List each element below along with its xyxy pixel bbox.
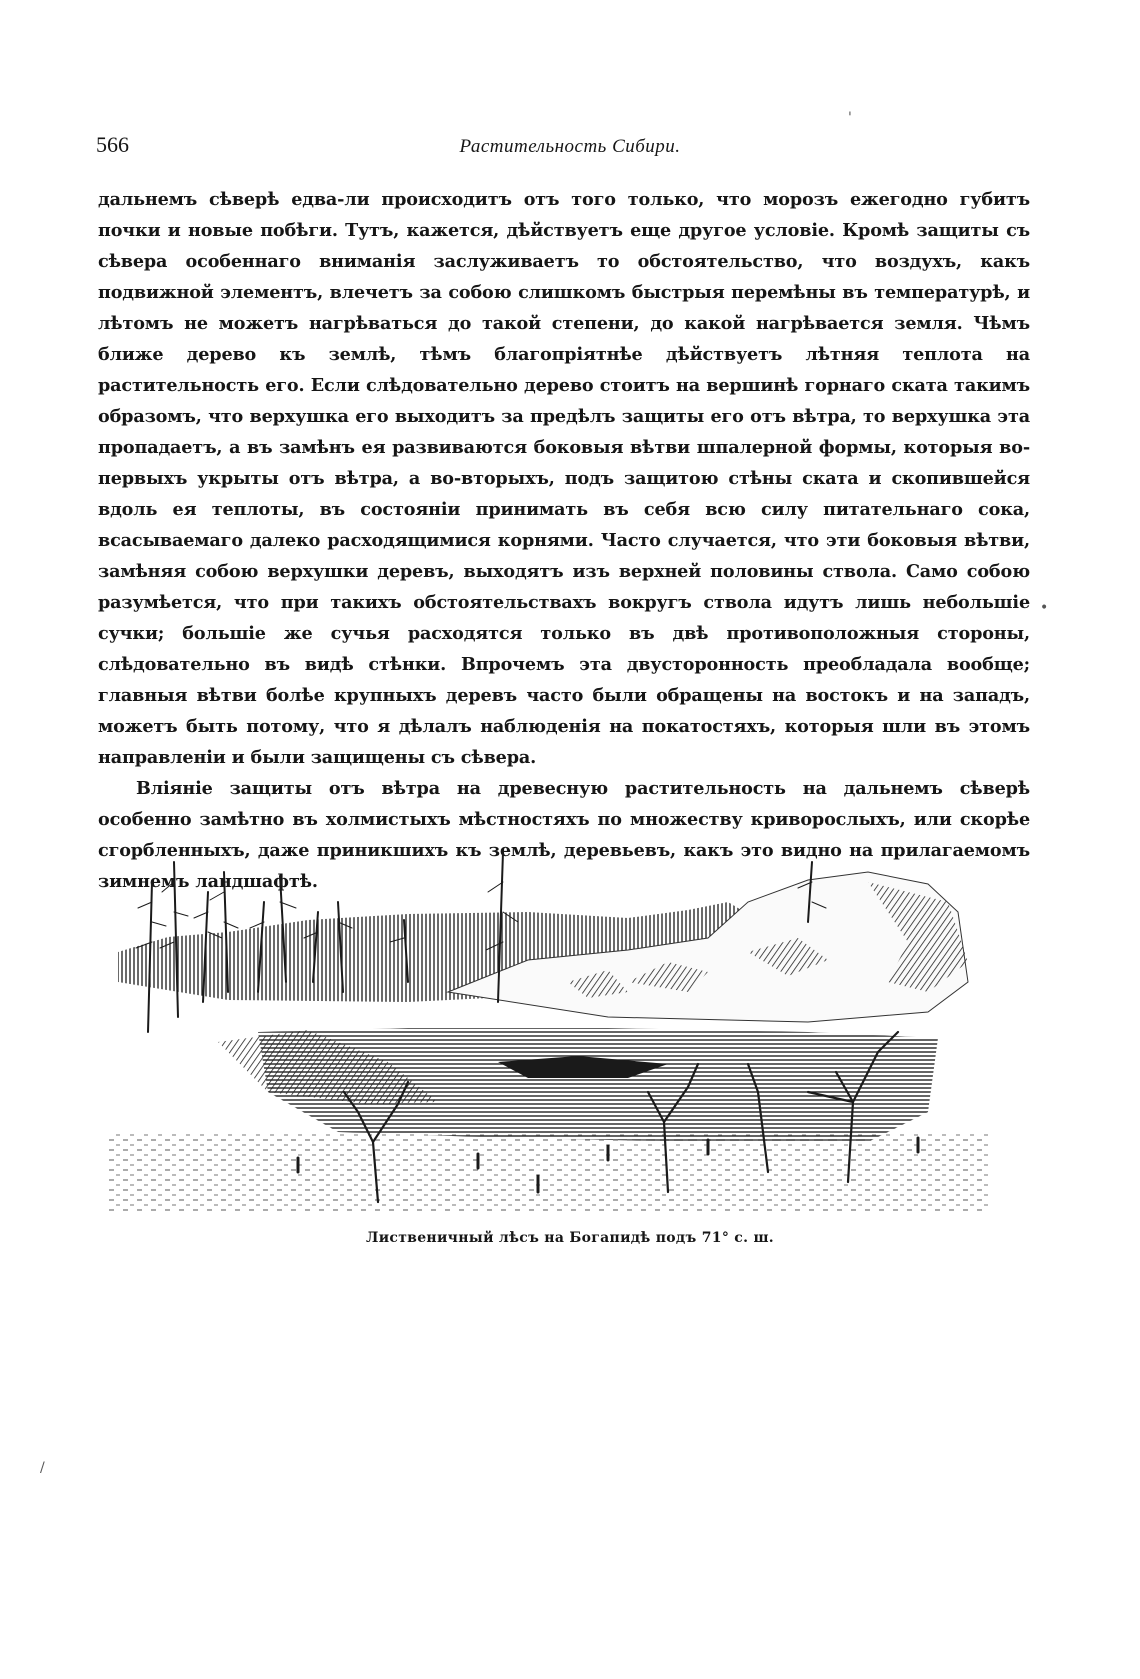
margin-speck: ' [848,110,852,126]
page-number: 566 [96,132,129,157]
margin-speck: • [1040,600,1049,616]
running-head: Растительность Сибири. [459,136,681,157]
paragraph: дальнемъ сѣверѣ едва-ли происходитъ отъ того только, что морозъ ежегодно губитъ почки и новые побѣги. Тутъ, кажется, дѣйствуетъ еще другое условіе. Кромѣ защиты съ сѣвера особеннаго вниманія заслуживаетъ то обстоятельство, что воздухъ, какъ подвижной элементъ, влечетъ за собою слишкомъ быстрыя перемѣны въ температурѣ, и лѣтомъ не можетъ нагрѣваться до такой степени, до какой нагрѣвается земля. Чѣмъ ближе дерево къ землѣ, тѣмъ благопріятнѣе дѣйствуетъ лѣтняя теплота на растительность его. Если слѣдовательно дерево стоитъ на вершинѣ горнаго ската такимъ образомъ, что верхушка его выходитъ за предѣлъ защиты его отъ вѣтра, то верхушка эта пропадаетъ, а въ замѣнъ ея развиваются боковыя вѣтви шпалерной формы, которыя во-первыхъ укрыты отъ вѣтра, а во-вторыхъ, подъ защитою стѣны ската и скопившейся вдоль ея теплоты, въ состояніи принимать въ себя всю силу питательнаго сока, всасываемаго далеко расходящимися корнями. Часто случается, что эти боковыя вѣтви, замѣняя собою верхушки деревъ, выходятъ изъ верхней половины ствола. Само собою разумѣется, что при такихъ обстоятельствахъ вокругъ ствола идутъ лишь небольшіе сучки; большіе же сучья расходятся только въ двѣ противоположныя стороны, слѣдовательно въ видѣ стѣнки. Впрочемъ эта двусторонность преобладала вообще; главныя вѣтви болѣе крупныхъ деревъ часто были обращены на востокъ и на западъ, можетъ быть потому, что я дѣлалъ наблюденія на покатостяхъ, которыя шли въ этомъ направленіи и были защищены съ сѣвера. [98,189,1030,768]
margin-speck: / [40,1460,45,1476]
landscape-engraving [108,842,988,1212]
body-text [98,184,1030,897]
figure-caption: Лиственичный лѣсъ на Богапидѣ подъ 71° с. ш. [366,1230,774,1246]
larch-forest-illustration [108,842,988,1212]
paragraph: Вліяніе защиты отъ вѣтра на древесную растительность на дальнемъ сѣверѣ особенно замѣтно въ холмистыхъ мѣстностяхъ по множеству кривороcлыхъ, или скорѣе сгорбленныхъ, даже приникшихъ къ землѣ, деревьевъ, какъ это видно на прилагаемомъ зимнемъ ландшафтѣ. [98,778,1030,892]
snow-foreground [108,1132,988,1212]
